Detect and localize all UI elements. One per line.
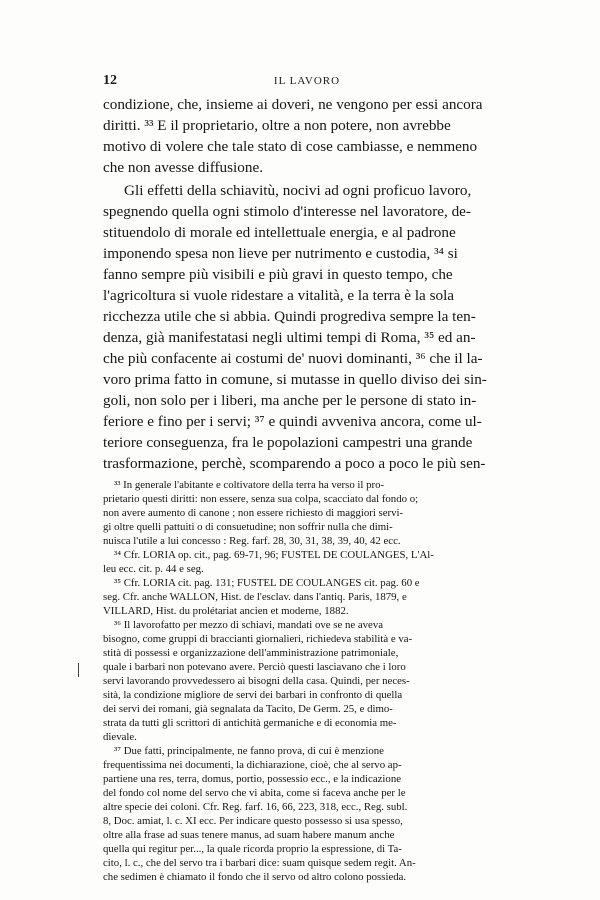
body-line: fanno sempre più visibili e più gravi in questo tempo, che <box>103 266 453 283</box>
body-line: ricchezza utile che si abbia. Quindi progrediva sempre la ten- <box>103 308 476 325</box>
footnote-line: strata da tutti gli scrittori di antichità germaniche e di economia me- <box>103 717 397 729</box>
footnote-line: del fondo col nome del servo che vi abita, come si faceva anche per le <box>103 787 406 799</box>
footnote-line: quale i barbari non potevano avere. Perciò questi lasciavano che i loro <box>103 661 406 673</box>
footnote-line: ³⁴ Cfr. LORIA op. cit., pag. 69-71, 96; FUSTEL DE COULANGES, L'Al- <box>114 549 434 561</box>
footnote-line: dievale. <box>103 731 137 743</box>
footnote-line: partiene una res, terra, domus, portio, possessio ecc., e la indicazione <box>103 773 402 785</box>
page-header <box>103 73 511 89</box>
footnote-line: seg. Cfr. anche WALLON, Hist. de l'esclav. dans l'antiq. Paris, 1879, e <box>103 591 407 603</box>
body-line: l'agricoltura si vuole ridestare a vitalità, e la terra è la sola <box>103 287 455 304</box>
body-line: condizione, che, insieme ai doveri, ne vengono per essi ancora <box>103 96 483 113</box>
footnote-line: ³³ In generale l'abitante e coltivatore della terra ha verso il pro- <box>114 479 385 491</box>
page-number: 12 <box>103 73 117 88</box>
body-line: che non avesse diffusione. <box>103 159 263 176</box>
footnote-line: bisogno, come gruppi di braccianti giornalieri, richiedeva stabilità e va- <box>103 633 413 645</box>
footnote-line: 8, Doc. amiat, l. c. XI ecc. Per indicare questo possesso si usa spesso, <box>103 815 403 827</box>
footnote-line: che sedimen è chiamato il fondo che il servo od altro colono possieda. <box>103 871 407 883</box>
body-line: Gli effetti della schiavitù, nocivi ad ogni proficuo lavoro, <box>124 182 472 199</box>
footnote-line: cito, l. c., che del servo tra i barbari dice: suam quisque sedem regit. An- <box>103 857 416 869</box>
running-title: IL LAVORO <box>273 75 341 87</box>
body-line: goli, non solo per i liberi, ma anche per le persone di stato in- <box>103 392 477 409</box>
body-line: imponendo spesa non lieve per nutrimento e custodia, ³⁴ si <box>103 245 458 262</box>
footnote-line: dei servi dei romani, già segnalata da Tacito, De Germ. 25, e dimo- <box>103 703 393 715</box>
body-line: motivo di volere che tale stato di cose cambiasse, e nemmeno <box>103 138 478 155</box>
footnote-line: frequentissima nei documenti, la dichiarazione, cioè, che al servo ap- <box>103 759 402 771</box>
footnote-line: altre specie dei coloni. Cfr. Reg. farf. 16, 66, 223, 318, ecc., Reg. subl. <box>103 801 408 813</box>
footnote-line: ³⁶ Il lavorofatto per mezzo di schiavi, mandati ove se ne aveva <box>114 619 384 631</box>
body-line: feriore e fino per i servi; ³⁷ e quindi avveniva ancora, come ul- <box>103 413 482 430</box>
body-line: teriore conseguenza, fra le popolazioni campestri una grande <box>103 434 473 451</box>
body-line: trasformazione, perchè, scomparendo a poco a poco le più sen- <box>103 455 486 472</box>
body-line: voro prima fatto in comune, si mutasse in quello diviso dei sin- <box>103 371 487 388</box>
footnote-line: leu ecc. cit. p. 44 e seg. <box>103 563 204 575</box>
footnote-line: stità di possessi e organizzazione dell'amministrazione patrimoniale, <box>103 647 399 659</box>
body-line: denza, già manifestatasi negli ultimi tempi di Roma, ³⁵ ed an- <box>103 329 476 346</box>
footnote-line: ³⁵ Cfr. LORIA cit. pag. 131; FUSTEL DE COULANGES cit. pag. 60 e <box>114 577 420 589</box>
footnote-line: VILLARD, Hist. du prolétariat ancien et moderne, 1882. <box>103 605 349 617</box>
body-line: stituendolo di morale ed intellettuale energia, e al padrone <box>103 224 456 241</box>
footnote-line: prietario questi diritti: non essere, senza sua colpa, scacciato dal fondo o; <box>103 493 419 505</box>
margin-mark <box>78 663 79 677</box>
body-line: spegnendo quella ogni stimolo d'interesse nel lavoratore, de- <box>103 203 471 220</box>
body-line: diritti. ³³ E il proprietario, oltre a non potere, non avrebbe <box>103 117 451 134</box>
footnote-line: gi oltre quelli pattuiti o di consuetudine; non soffrir nulla che dimi- <box>103 521 393 533</box>
footnote-line: ³⁷ Due fatti, principalmente, ne fanno prova, di cui è menzione <box>114 745 384 757</box>
footnote-line: nuisca l'utile a lui concesso : Reg. farf. 28, 30, 31, 38, 39, 40, 42 ecc. <box>103 535 401 547</box>
footnote-line: quella qui regitur per..., la quale ricorda proprio la espressione, di Ta- <box>103 843 402 855</box>
body-line: che più confacente ai costumi de' nuovi dominanti, ³⁶ che il la- <box>103 350 483 367</box>
footnote-line: oltre alla frase ad suas tenere manus, ad suam habere manum anche <box>103 829 395 841</box>
footnote-line: non avere aumento di canone ; non essere richiesto di maggiori servi- <box>103 507 404 519</box>
footnote-line: sità, la condizione migliore de servi dei barbari in confronto di quella <box>103 689 403 701</box>
footnote-line: servi lavorando provvedessero ai bisogni della casa. Quindi, per neces- <box>103 675 410 687</box>
